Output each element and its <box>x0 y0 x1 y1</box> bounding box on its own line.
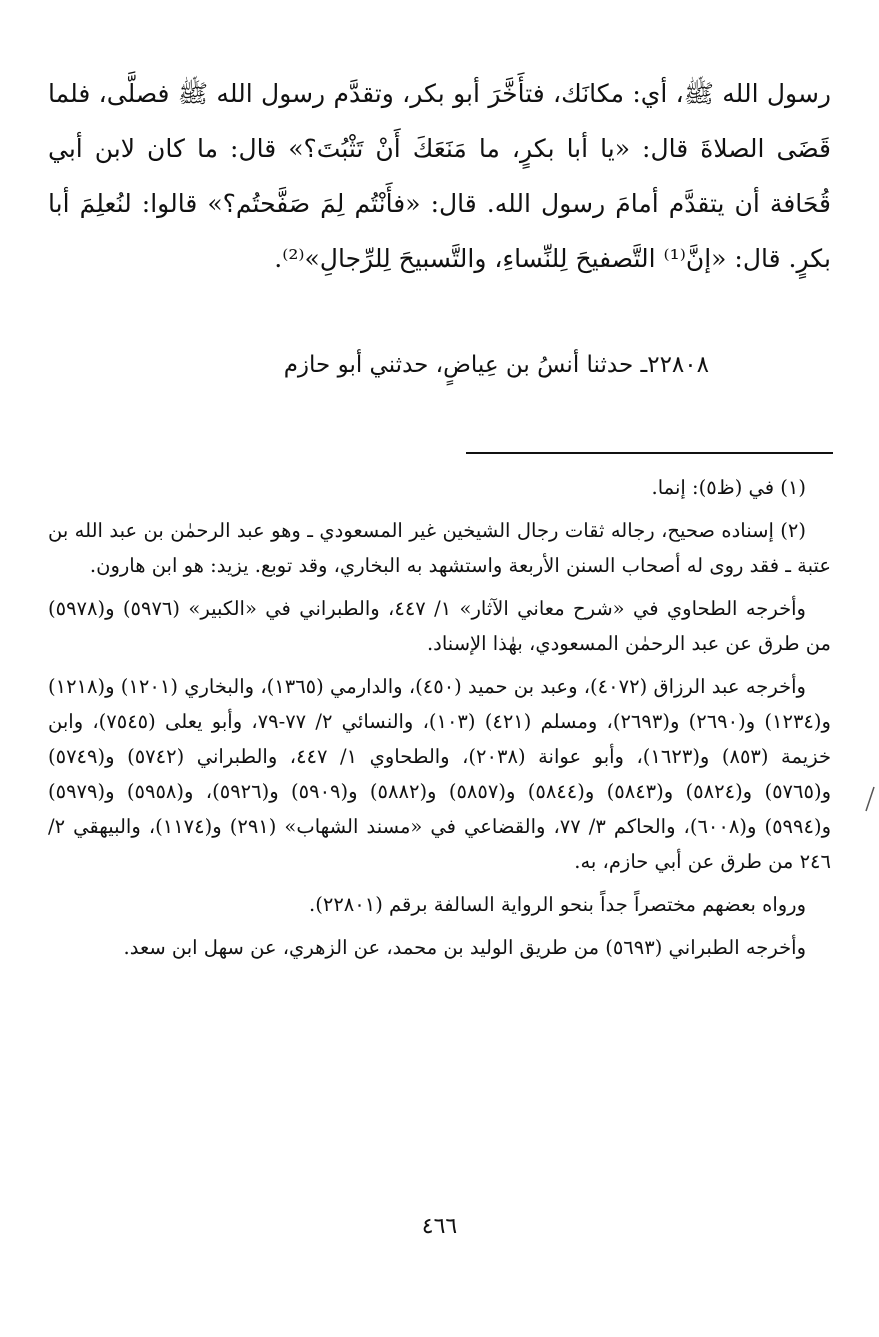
footnote-1: (١) في (ظ٥): إنما. <box>651 476 806 499</box>
footnote-2: (٢) إسناده صحيح، رجاله ثقات رجال الشيخين غير المسعودي ـ وهو عبد الرحمٰن بن عبد الله بن عتبة ـ فقد روى له أصحاب السنن الأربعة واستشهد به البخاري، وقد توبع. يزيد: هو ابن هارون. <box>48 519 831 577</box>
margin-pencil-mark <box>862 785 876 815</box>
footnotes <box>48 470 831 973</box>
hadith-heading: ٢٢٨٠٨ـ حدثنا أنسُ بن عِياضٍ، حدثني أبو حازم <box>283 352 709 378</box>
footnote-2-takhrij-3: ورواه بعضهم مختصراً جداً بنحو الرواية السالفة برقم (٢٢٨٠١). <box>309 893 806 916</box>
main-paragraph: رسول الله ﷺ، أي: مكانَك، فتأَخَّرَ أبو بكر، وتقدَّم رسول الله ﷺ فصلَّى، فلما قَضَى الصلاةَ قال: «يا أبا بكرٍ، ما مَنَعَكَ أَنْ تَثْبُتَ؟» قال: ما كان لابن أبي قُحَافة أن يتقدَّم أمامَ رسول الله. قال: «فأَنْتُم لِمَ صَفَّحتُم؟» قالوا: لنُعلِمَ أبا بكرٍ. قال: «إنَّ⁽¹⁾ التَّصفيحَ لِلنِّساءِ، والتَّسبيحَ لِلرِّجالِ»⁽²⁾. <box>48 79 831 273</box>
footnote-2-takhrij-2: وأخرجه عبد الرزاق (٤٠٧٢)، وعبد بن حميد (٤٥٠)، والدارمي (١٣٦٥)، والبخاري (١٢٠١) و(١٢١٨) و(١٢٣٤) و(٢٦٩٠) و(٢٦٩٣)، ومسلم (٤٢١) (١٠٣)، والنسائي ٢/ ٧٧-٧٩، وأبو يعلى (٧٥٤٥)، وابن خزيمة (٨٥٣) و(١٦٢٣)، وأبو عوانة (٢٠٣٨)، والطحاوي ١/ ٤٤٧، والطبراني (٥٧٤٢) و(٥٧٤٩) و(٥٧٦٥) و(٥٨٢٤) و(٥٨٤٣) و(٥٨٤٤) و(٥٨٥٧) و(٥٨٨٢) و(٥٩٠٩) و(٥٩٢٦)، و(٥٩٥٨) و(٥٩٧٩) و(٥٩٩٤) و(٦٠٠٨)، والحاكم ٣/ ٧٧، والقضاعي في «مسند الشهاب» (٢٩١) و(١١٧٤)، والبيهقي ٢/ ٢٤٦ من طرق عن أبي حازم، به. <box>48 675 832 873</box>
footnote-separator <box>466 452 833 454</box>
footnote-2-takhrij-4: وأخرجه الطبراني (٥٦٩٣) من طريق الوليد بن محمد، عن الزهري، عن سهل ابن سعد. <box>123 936 806 959</box>
page-number: ٤٦٦ <box>421 1214 458 1239</box>
main-text <box>48 66 831 286</box>
footnote-2-takhrij-1: وأخرجه الطحاوي في «شرح معاني الآثار» ١/ ٤٤٧، والطبراني في «الكبير» (٥٩٧٦) و(٥٩٧٨) من طرق عن عبد الرحمٰن المسعودي، بهٰذا الإسناد. <box>48 597 831 655</box>
